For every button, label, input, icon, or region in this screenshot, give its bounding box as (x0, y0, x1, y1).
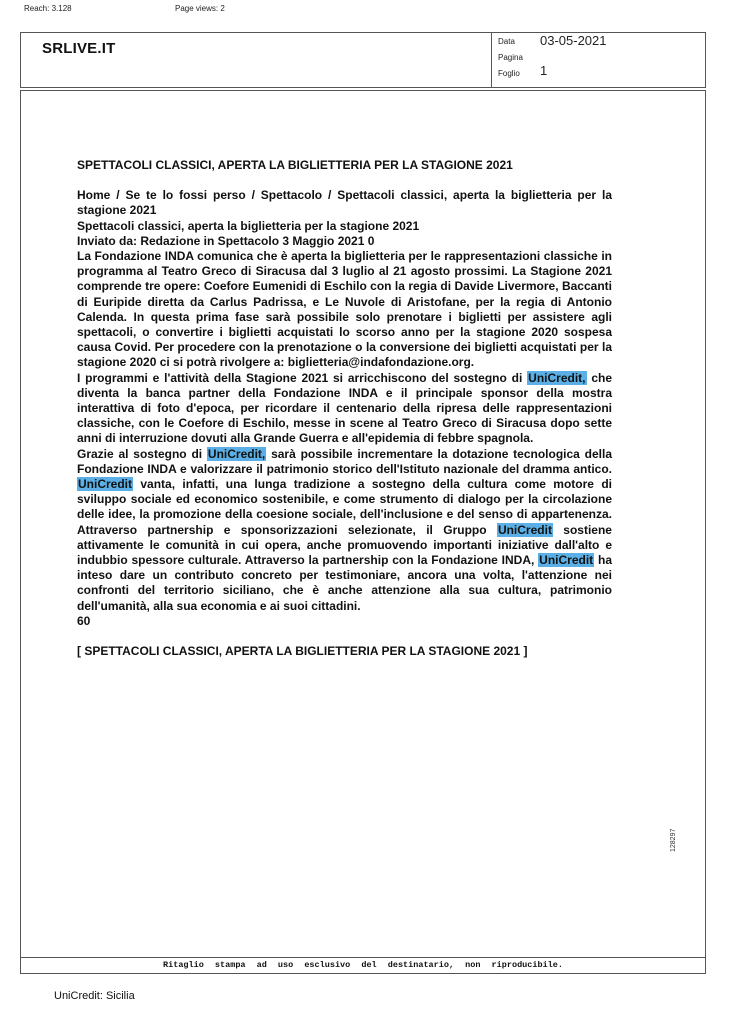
article-closing-title: [ SPETTACOLI CLASSICI, APERTA LA BIGLIETTERIA PER LA STAGIONE 2021 ] (77, 644, 528, 659)
breadcrumb: Home / Se te lo fossi perso / Spettacolo / Spettacoli classici, aperta la biglietteria per la stagione 2021 (77, 188, 612, 218)
highlight-keyword: UniCredit, (528, 370, 586, 385)
date-label: Data (498, 37, 515, 46)
side-code: 128297 (670, 828, 677, 852)
reach-label: Reach: 3.128 (24, 4, 72, 13)
footer-notice: Ritaglio stampa ad uso esclusivo del destinatario, non riproducibile. (163, 960, 563, 970)
highlight-keyword: UniCredit (497, 522, 552, 537)
highlight-keyword: UniCredit, (207, 446, 266, 461)
article-paragraph: I programmi e l'attività della Stagione 2021 si arricchiscono del sostegno di UniCredit, che diventa la banca partner della Fondazione INDA e il principale sponsor della mostra interattiva di foto d'epoca, per ricordare il centenario della ripresa delle rappresentazioni classiche, con le Coefore di Eschilo, messe in scene al Teatro Greco di Siracusa dopo sette anni di interruzione dovuti alla Grande Guerra e all'epidemia di febbre spagnola. (77, 370, 612, 446)
site-name: SRLIVE.IT (42, 40, 116, 57)
article-paragraph: La Fondazione INDA comunica che è aperta la biglietteria per le rappresentazioni classiche in programma al Teatro Greco di Siracusa dal 3 luglio al 21 agosto prossimi. La Stagione 2021 comprende tre opere: Coefore Eumenidi di Eschilo con la regia di Davide Livermore, Baccanti di Euripide diretta da Carlus Padrissa, e Le Nuvole di Aristofane, per la regia di Antonio Calenda. In questa prima fase sarà possibile solo prenotare i biglietti per assistere agli spettacoli, o convertire i biglietti acquistati lo scorso anno per la stagione 2020 sospesa causa Covid. Per procedere con la prenotazione o la conversione dei biglietti acquistati per la stagione 2020 ci si potrà rivolgere a: biglietteria@indafondazione.org. (77, 249, 612, 370)
source-label: UniCredit: Sicilia (54, 990, 135, 1002)
article-body (77, 158, 612, 659)
page-views-label: Page views: 2 (175, 4, 225, 13)
article-paragraph: Grazie al sostegno di UniCredit, sarà possibile incrementare la dotazione tecnologica della Fondazione INDA e valorizzare il patrimonio storico dell'Istituto nazionale del dramma antico. UniCredit vanta, infatti, una lunga tradizione a sostegno della cultura come motore di sviluppo sociale ed economico sostenibile, e come strumento di dialogo per la circolazione delle idee, la promozione della coesione sociale, dell'inclusione e del senso di appartenenza. Attraverso partnership e sponsorizzazioni selezionate, il Gruppo UniCredit sostiene attivamente le comunità in cui opera, anche promuovendo importanti iniziative dall'alto e indubbio spessore culturale. Attraverso la partnership con la Fondazione INDA, UniCredit ha inteso dare un contributo concreto per testimoniare, ancora una volta, l'attenzione nei confronti del territorio siciliano, che è anche attenzione alla sua cultura, patrimonio dell'umanità, alla sua economia e ai suoi cittadini. (77, 446, 613, 613)
article-byline: Inviato da: Redazione in Spettacolo 3 Maggio 2021 0 (77, 233, 375, 248)
article-title: SPETTACOLI CLASSICI, APERTA LA BIGLIETTERIA PER LA STAGIONE 2021 (77, 158, 513, 172)
sheet-value: 1 (540, 63, 548, 78)
article-subtitle: Spettacoli classici, aperta la biglietteria per la stagione 2021 (77, 218, 420, 233)
sheet-label: Foglio (498, 69, 520, 78)
article-number: 60 (77, 613, 91, 628)
date-value: 03-05-2021 (540, 33, 607, 48)
highlight-keyword: UniCredit (539, 553, 594, 568)
highlight-keyword: UniCredit (78, 477, 132, 492)
page-label: Pagina (498, 53, 523, 62)
